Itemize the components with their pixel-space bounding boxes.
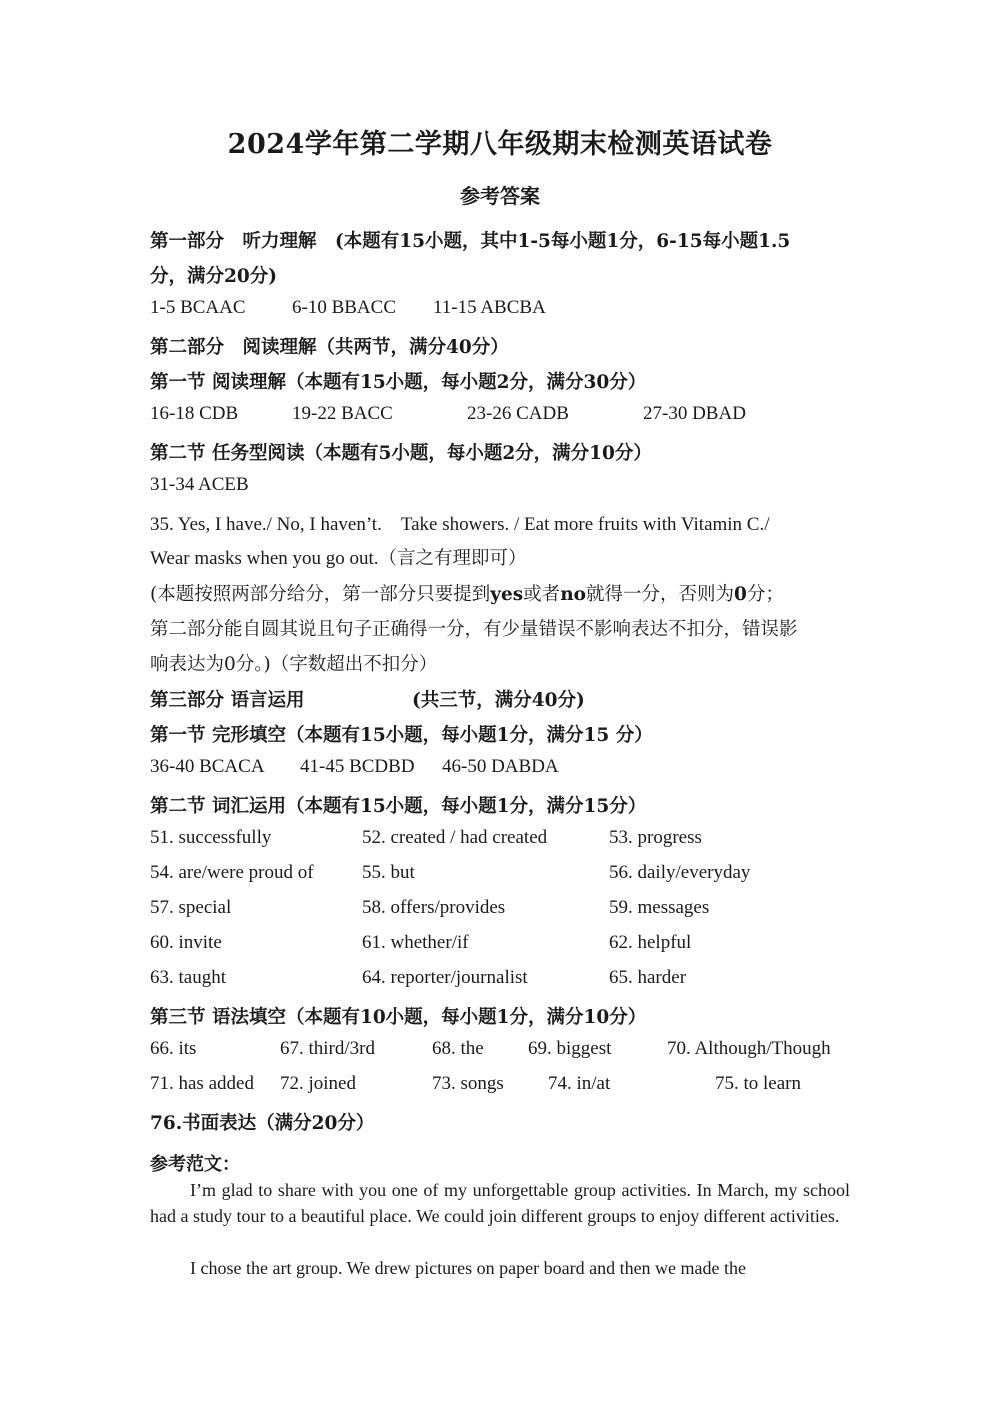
grammar-answer: 75. to learn [715,1073,802,1094]
vocab-answer: 63. taught [150,967,226,988]
part2-section2-answers: 31-34 ACEB [150,474,249,495]
part2-section2-heading: 第二节 任务型阅读（本题有5小题，每小题2分，满分10分） [150,443,652,464]
part1-answer-group: 6-10 BBACC [292,297,396,318]
grading-note-text: 就得一分，否则为 [585,584,734,605]
vocab-answer: 51. successfully [150,827,272,848]
part3-section3-heading: 第三节 语法填空（本题有10小题，每小题1分，满分10分） [150,1007,647,1028]
question35-answer-line1: 35. Yes, I have./ No, I haven’t. Take showers. / Eat more fruits with Vitamin C./ [150,514,770,535]
vocab-answer: 59. messages [609,897,710,918]
page-title: 2024学年第二学期八年级期末检测英语试卷 [227,129,773,160]
sample-essay-paragraph: I chose the art group. We drew pictures on paper board and then we made the [190,1258,747,1278]
part2-section1-answer-group: 23-26 CADB [467,403,569,424]
question35-answer-line2 [150,544,527,570]
grammar-answer: 68. the [432,1038,484,1059]
grading-note-text: 分； [746,584,784,605]
grammar-answer: 69. biggest [528,1038,612,1059]
vocab-answer: 61. whether/if [362,932,469,953]
grading-note-keyword-yes: yes [490,584,524,605]
part3-heading: 第三部分 语言运用 [150,690,305,711]
part1-heading-line2: 分，满分20分) [150,266,277,287]
vocab-answer: 62. helpful [609,932,692,953]
question35-note: （言之有理即可） [378,548,527,569]
part3-section1-answer-group: 41-45 BCDBD [300,756,415,777]
grammar-answer: 73. songs [432,1073,504,1094]
part3-section1-heading: 第一节 完形填空（本题有15小题，每小题1分，满分15 分） [150,725,653,746]
grammar-answer: 74. in/at [548,1073,611,1094]
grading-note-line3: 响表达为0分。)（字数超出不扣分） [150,654,438,675]
vocab-answer: 57. special [150,897,232,918]
part3-section1-answer-group: 46-50 DABDA [442,756,559,777]
vocab-answer: 65. harder [609,967,687,988]
grading-note-keyword-no: no [560,584,586,605]
vocab-answer: 54. are/were proud of [150,862,314,883]
part2-section1-answer-group: 27-30 DBAD [643,403,746,424]
grading-note-text: 或者 [523,584,561,605]
vocab-answer: 53. progress [609,827,702,848]
question35-answer-text: Wear masks when you go out. [150,548,379,569]
grammar-answer: 70. Although/Though [667,1038,831,1059]
part2-section1-answer-group: 19-22 BACC [292,403,393,424]
part1-answer-group: 1-5 BCAAC [150,297,246,318]
sample-essay-paragraph: I’m glad to share with you one of my unforgettable group activities. In March, my school had a study tour to a beautiful place. We could join different groups to enjoy different activities. [150,1180,850,1226]
vocab-answer: 55. but [362,862,415,883]
page-subtitle: 参考答案 [460,184,540,208]
sample-essay-label: 参考范文： [150,1154,240,1175]
vocab-answer: 56. daily/everyday [609,862,751,883]
grading-note-line1 [150,580,784,606]
writing-heading: 76.书面表达（满分20分） [150,1113,375,1134]
vocab-answer: 58. offers/provides [362,897,506,918]
vocab-answer: 60. invite [150,932,222,953]
grammar-answer: 67. third/3rd [280,1038,375,1059]
grammar-answer: 72. joined [280,1073,356,1094]
grammar-answer: 66. its [150,1038,197,1059]
part1-heading-line1: 第一部分 听力理解 (本题有15小题，其中1-5每小题1分，6-15每小题1.5 [150,231,791,252]
part3-section1-answer-group: 36-40 BCACA [150,756,265,777]
part2-section1-answer-group: 16-18 CDB [150,403,239,424]
vocab-answer: 52. created / had created [362,827,548,848]
grading-note-zero: 0 [734,584,747,605]
vocab-answer: 64. reporter/journalist [362,967,528,988]
part2-section1-heading: 第一节 阅读理解（本题有15小题，每小题2分，满分30分） [150,372,647,393]
grammar-answer: 71. has added [150,1073,254,1094]
grading-note-line2: 第二部分能自圆其说且句子正确得一分，有少量错误不影响表达不扣分，错误影 [150,619,798,640]
part2-heading: 第二部分 阅读理解（共两节，满分40分） [150,337,509,358]
part3-section2-heading: 第二节 词汇运用（本题有15小题，每小题1分，满分15分） [150,796,647,817]
part1-answer-group: 11-15 ABCBA [433,297,546,318]
grading-note-text: (本题按照两部分给分，第一部分只要提到 [150,584,491,605]
part3-heading-score: (共三节，满分40分) [412,690,585,711]
